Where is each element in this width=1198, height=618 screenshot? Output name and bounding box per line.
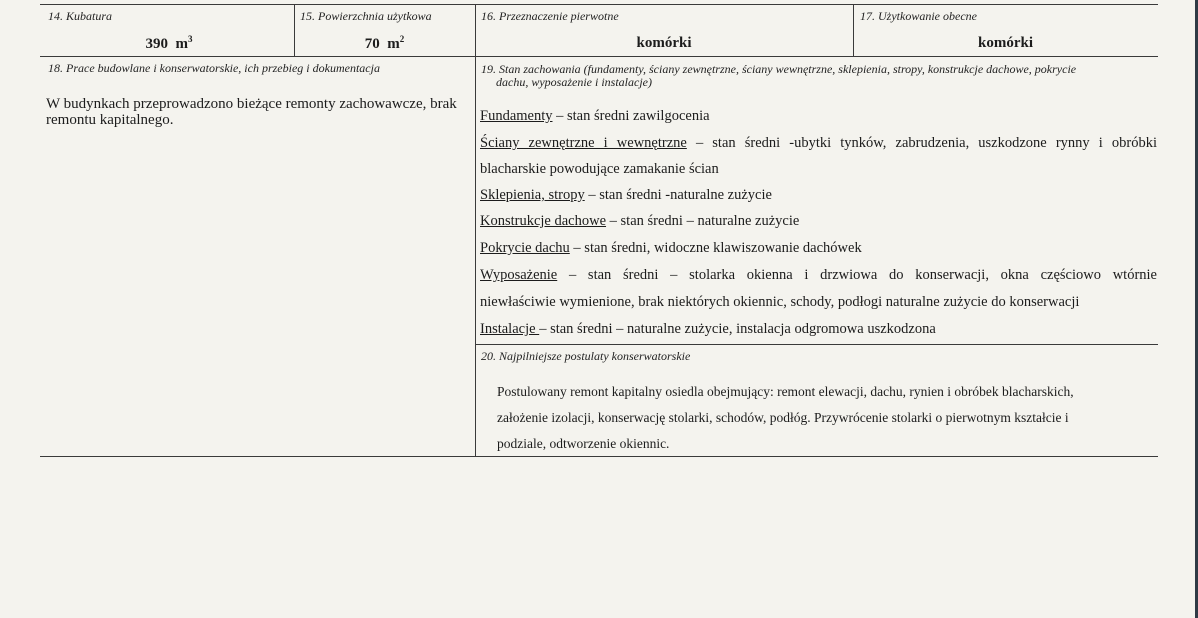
field-14-value (44, 34, 294, 53)
field-15-label: 15. Powierzchnia użytkowa (300, 9, 432, 23)
condition-foundations (480, 108, 1157, 125)
field-16-value: komórki (636, 35, 692, 51)
row-divider-2 (475, 344, 1158, 345)
condition-desc: – stan średni – naturalne zużycie, instalacja odgromowa uszkodzona (539, 321, 936, 337)
field-17-value: komórki (977, 35, 1033, 51)
condition-term: Instalacje (480, 321, 540, 337)
condition-walls-continued: blacharskie powodujące zamakanie ścian (480, 161, 719, 177)
condition-term: Konstrukcje dachowe (480, 213, 607, 229)
condition-desc: – stan średni – naturalne zużycie (606, 213, 800, 229)
condition-term: Sklepienia, stropy (480, 187, 585, 203)
postulate-line-3: podziale, odtworzenie okiennic. (497, 436, 670, 451)
field-16-label: 16. Przeznaczenie pierwotne (481, 9, 619, 23)
condition-walls (480, 135, 1157, 152)
volume-number: 390 (145, 36, 168, 52)
condition-desc: – stan średni -naturalne zużycie (584, 187, 772, 203)
area-exponent: 2 (399, 34, 405, 44)
condition-equipment-continued: niewłaściwie wymienione, brak niektórych okiennic, schody, podłogi naturalne zużycie do konserwacji (480, 294, 1080, 310)
field-18-label: 18. Prace budowlane i konserwatorskie, ich przebieg i dokumentacja (48, 61, 380, 75)
field-14-label: 14. Kubatura (48, 9, 113, 23)
condition-vaults-ceilings (480, 187, 1157, 204)
volume-unit: m (175, 36, 188, 52)
condition-term: Pokrycie dachu (480, 240, 570, 256)
condition-term: Wyposażenie (480, 267, 558, 283)
area-number: 70 (364, 36, 380, 52)
condition-equipment (480, 267, 1157, 284)
volume-exponent: 3 (188, 34, 193, 44)
condition-roof-covering (480, 240, 1157, 257)
top-border (40, 4, 1158, 5)
field-15-value (294, 34, 475, 53)
field-18-text-line-1: W budynkach przeprowadzono bieżące remonty zachowawcze, brak (46, 96, 457, 112)
postulate-line-2: założenie izolacji, konserwację stolarki, schodów, podłóg. Przywrócenie stolarki o pierwotnym kształcie i (497, 410, 1069, 425)
field-19-label-line-2: dachu, wyposażenie i instalacje) (496, 75, 652, 89)
col-divider-2 (475, 4, 476, 456)
area-unit: m (387, 36, 400, 52)
field-20-label: 20. Najpilniejsze postulaty konserwatorskie (481, 349, 691, 363)
condition-desc: – stan średni – stolarka okienna i drzwiowa do konserwacji, okna częściowo wtórnie (557, 267, 1157, 283)
row-divider-1 (40, 56, 1158, 57)
field-17-label: 17. Użytkowanie obecne (860, 9, 977, 23)
blank-page-area (40, 458, 1158, 608)
condition-desc: – stan średni zawilgocenia (552, 108, 710, 124)
field-19-label-line-1: 19. Stan zachowania (fundamenty, ściany zewnętrzne, ściany wewnętrzne, sklepienia, stropy, konstrukcje dachowe, pokrycie (481, 62, 1077, 76)
condition-term: Fundamenty (480, 108, 553, 124)
field-18-text-line-2: remontu kapitalnego. (46, 112, 174, 128)
bottom-border (40, 456, 1158, 457)
condition-desc: – stan średni, widoczne klawiszowanie dachówek (569, 240, 862, 256)
condition-desc: – stan średni -ubytki tynków, zabrudzenia, uszkodzone rynny i obróbki (686, 135, 1157, 151)
condition-installations (480, 321, 1157, 338)
condition-roof-structure (480, 213, 1157, 230)
postulate-line-1: Postulowany remont kapitalny osiedla obejmujący: remont elewacji, dachu, rynien i obróbek blacharskich, (497, 384, 1074, 399)
condition-term: Ściany zewnętrzne i wewnętrzne (480, 135, 687, 151)
